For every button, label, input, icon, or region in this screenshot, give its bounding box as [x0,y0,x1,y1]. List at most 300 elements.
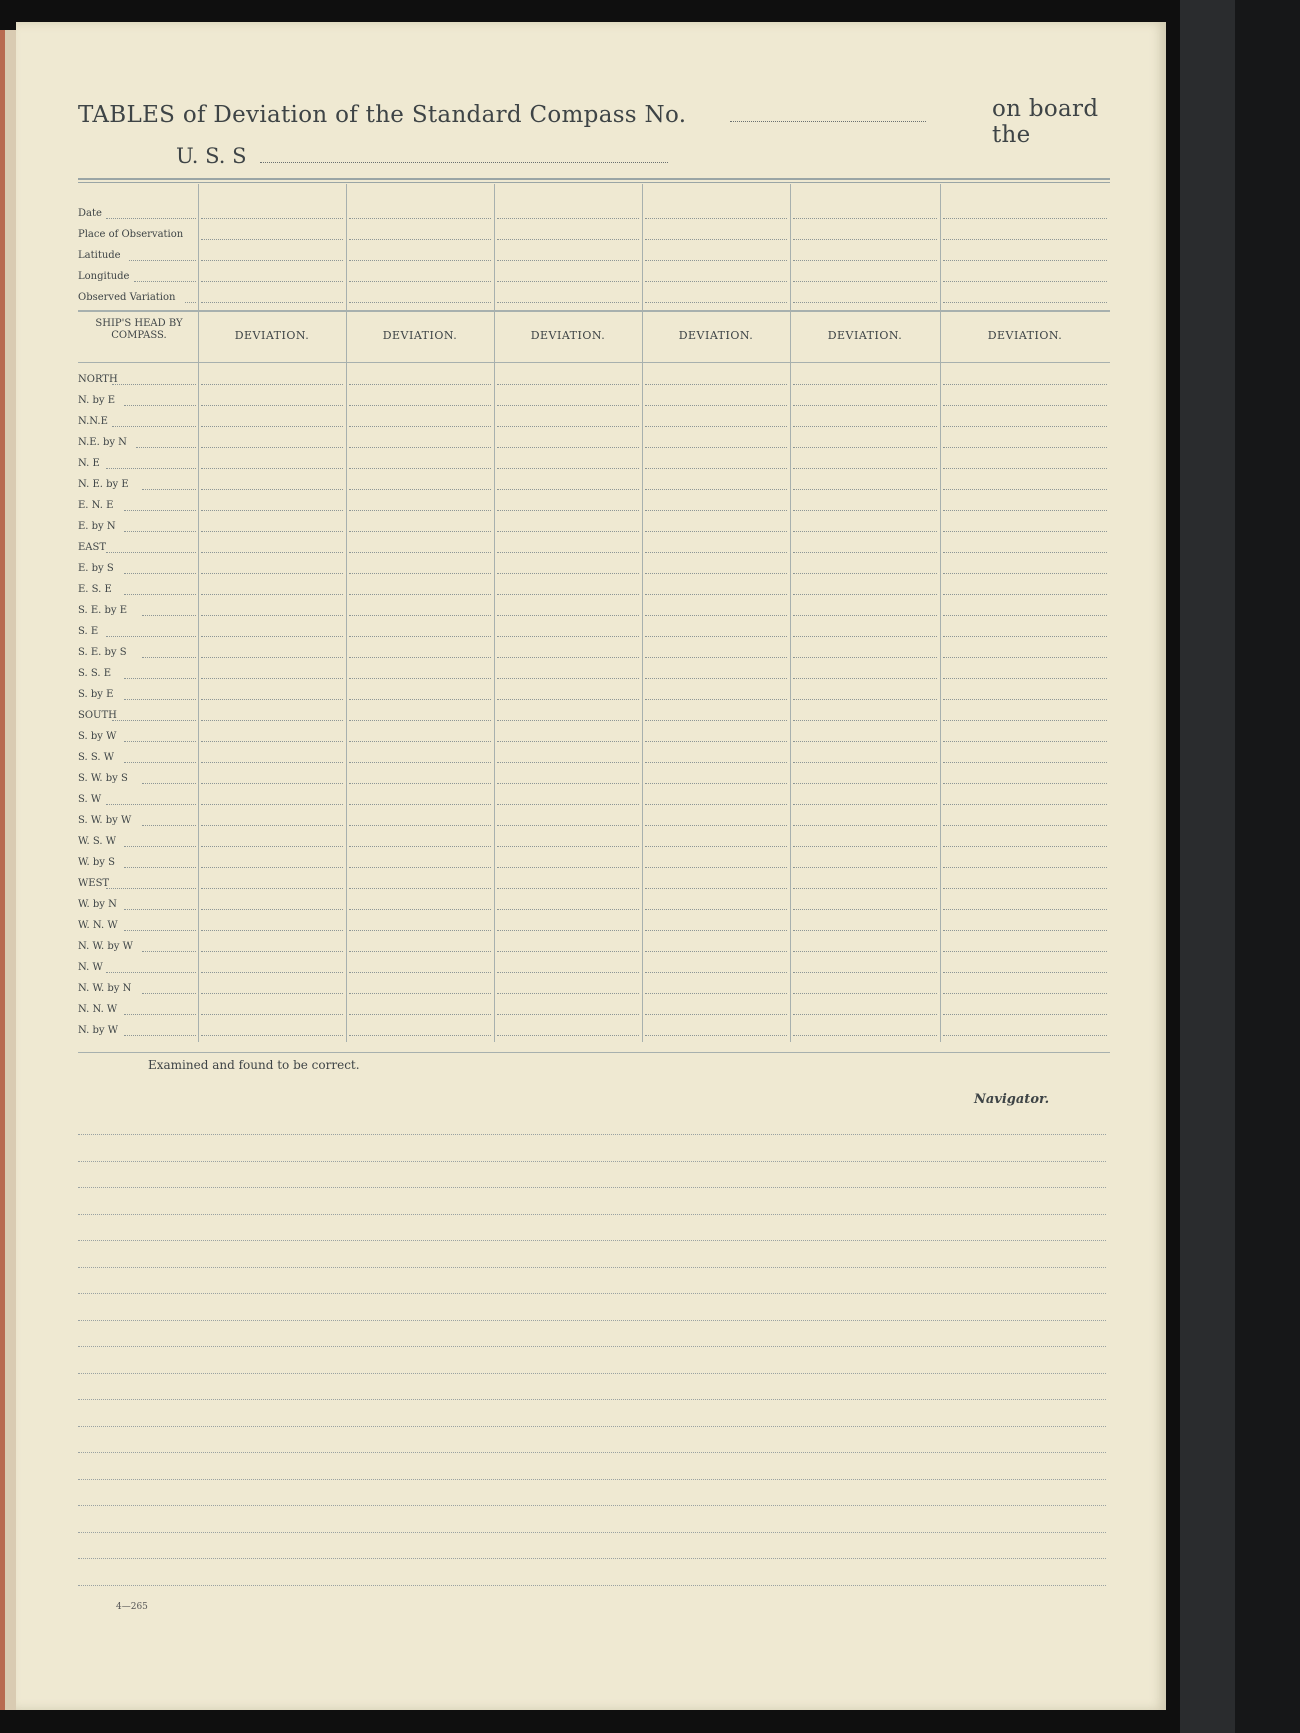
deviation-cell[interactable] [645,741,787,742]
deviation-cell[interactable] [645,594,787,595]
deviation-cell[interactable] [201,468,343,469]
meta-cell[interactable] [645,239,787,240]
direction-leader [142,951,196,952]
deviation-cell[interactable] [349,951,491,952]
deviation-cell[interactable] [349,909,491,910]
deviation-cell[interactable] [645,1035,787,1036]
deviation-cell[interactable] [645,888,787,889]
direction-leader [142,825,196,826]
meta-cell[interactable] [349,260,491,261]
deviation-cell[interactable] [645,615,787,616]
deviation-cell[interactable] [349,510,491,511]
meta-cell[interactable] [201,281,343,282]
deviation-cell[interactable] [943,951,1107,952]
deviation-cell[interactable] [645,972,787,973]
deviation-cell[interactable] [497,426,639,427]
meta-cell[interactable] [349,218,491,219]
note-line[interactable] [78,1505,1106,1506]
meta-label-latitude: Latitude [78,250,121,261]
deviation-cell[interactable] [793,888,937,889]
deviation-cell[interactable] [645,678,787,679]
deviation-cell[interactable] [201,657,343,658]
deviation-cell[interactable] [349,531,491,532]
note-line[interactable] [78,1373,1106,1374]
deviation-cell[interactable] [349,657,491,658]
deviation-cell[interactable] [793,426,937,427]
deviation-cell[interactable] [943,888,1107,889]
meta-cell[interactable] [943,218,1107,219]
deviation-cell[interactable] [349,846,491,847]
deviation-cell[interactable] [943,552,1107,553]
deviation-cell[interactable] [201,447,343,448]
deviation-cell[interactable] [645,909,787,910]
deviation-cell[interactable] [793,951,937,952]
deviation-cell[interactable] [645,804,787,805]
direction-leader [124,699,196,700]
deviation-cell[interactable] [349,1014,491,1015]
deviation-cell[interactable] [793,615,937,616]
meta-leader [134,281,196,282]
deviation-cell[interactable] [349,888,491,889]
deviation-cell[interactable] [943,909,1107,910]
book-binding [1180,0,1240,1733]
meta-label-observed-variation: Observed Variation [78,292,176,303]
deviation-cell[interactable] [201,783,343,784]
ship-name-field[interactable] [260,162,668,163]
deviation-cell[interactable] [201,909,343,910]
direction-leader [124,510,196,511]
deviation-cell[interactable] [793,405,937,406]
direction-leader [106,468,196,469]
deviation-cell[interactable] [943,993,1107,994]
direction-leader [124,867,196,868]
note-line[interactable] [78,1452,1106,1453]
deviation-cell[interactable] [349,636,491,637]
deviation-cell[interactable] [943,783,1107,784]
direction-leader [112,720,196,721]
note-line[interactable] [78,1399,1106,1400]
note-line[interactable] [78,1240,1106,1241]
deviation-cell[interactable] [645,384,787,385]
deviation-cell[interactable] [349,993,491,994]
direction-leader [124,405,196,406]
deviation-cell[interactable] [349,426,491,427]
deviation-cell[interactable] [943,741,1107,742]
deviation-cell[interactable] [943,447,1107,448]
direction-leader [106,552,196,553]
book-cover-edge [0,30,5,1710]
deviation-cell[interactable] [645,531,787,532]
deviation-cell[interactable] [793,846,937,847]
deviation-cell[interactable] [349,594,491,595]
meta-cell[interactable] [201,218,343,219]
deviation-cell[interactable] [943,1035,1107,1036]
deviation-cell[interactable] [793,636,937,637]
deviation-cell[interactable] [793,447,937,448]
table-bottom-rule [78,1052,1110,1053]
meta-cell[interactable] [497,281,639,282]
meta-cell[interactable] [497,260,639,261]
meta-cell[interactable] [793,302,937,303]
deviation-cell[interactable] [201,531,343,532]
deviation-cell[interactable] [349,468,491,469]
deviation-cell[interactable] [497,762,639,763]
title-left: TABLES of Deviation of the Standard Compass No. [78,102,687,128]
deviation-cell[interactable] [497,636,639,637]
deviation-cell[interactable] [349,573,491,574]
note-line[interactable] [78,1585,1106,1586]
deviation-cell[interactable] [349,783,491,784]
deviation-cell[interactable] [943,426,1107,427]
deviation-cell[interactable] [645,657,787,658]
deviation-cell[interactable] [793,699,937,700]
meta-cell[interactable] [943,281,1107,282]
direction-leader [124,909,196,910]
deviation-cell[interactable] [201,741,343,742]
deviation-cell[interactable] [793,489,937,490]
note-line[interactable] [78,1293,1106,1294]
deviation-cell[interactable] [943,489,1107,490]
deviation-cell[interactable] [497,846,639,847]
deviation-cell[interactable] [943,510,1107,511]
deviation-cell[interactable] [645,405,787,406]
direction-label: S. S. W [78,752,114,763]
direction-label: S. by W [78,731,117,742]
deviation-cell[interactable] [793,783,937,784]
deviation-cell[interactable] [943,384,1107,385]
deviation-cell[interactable] [645,510,787,511]
meta-label-longitude: Longitude [78,271,130,282]
deviation-cell[interactable] [793,1035,937,1036]
deviation-cell[interactable] [645,447,787,448]
deviation-cell[interactable] [201,972,343,973]
deviation-cell[interactable] [943,468,1107,469]
deviation-cell[interactable] [349,804,491,805]
deviation-cell[interactable] [793,468,937,469]
deviation-cell[interactable] [349,552,491,553]
note-line[interactable] [78,1214,1106,1215]
deviation-cell[interactable] [349,678,491,679]
deviation-cell[interactable] [349,930,491,931]
deviation-cell[interactable] [497,972,639,973]
deviation-cell[interactable] [349,489,491,490]
deviation-cell[interactable] [497,447,639,448]
deviation-cell[interactable] [201,846,343,847]
deviation-cell[interactable] [943,762,1107,763]
deviation-cell[interactable] [497,804,639,805]
meta-cell[interactable] [943,239,1107,240]
deviation-cell[interactable] [793,510,937,511]
meta-cell[interactable] [793,218,937,219]
meta-cell[interactable] [497,239,639,240]
direction-label: S. W. by W [78,815,132,826]
navigator-label: Navigator. [974,1092,1050,1107]
deviation-cell[interactable] [201,867,343,868]
meta-leader [185,302,196,303]
meta-cell[interactable] [645,218,787,219]
direction-leader [136,447,196,448]
meta-leader [106,218,196,219]
deviation-cell[interactable] [645,762,787,763]
deviation-cell[interactable] [201,825,343,826]
deviation-cell[interactable] [497,657,639,658]
deviation-cell[interactable] [349,1035,491,1036]
meta-cell[interactable] [645,302,787,303]
meta-cell[interactable] [793,239,937,240]
direction-label: N. W. by W [78,941,133,952]
deviation-cell[interactable] [201,510,343,511]
deviation-cell[interactable] [645,783,787,784]
direction-label: E. N. E [78,500,114,511]
deviation-cell[interactable] [349,447,491,448]
deviation-cell[interactable] [201,384,343,385]
deviation-cell[interactable] [793,678,937,679]
deviation-cell[interactable] [201,489,343,490]
direction-label: N. by E [78,395,115,406]
deviation-cell[interactable] [201,552,343,553]
header-rule-bottom [78,362,1110,363]
deviation-cell[interactable] [497,531,639,532]
meta-cell[interactable] [349,239,491,240]
deviation-cell[interactable] [349,867,491,868]
direction-label: N. by W [78,1025,118,1036]
deviation-cell[interactable] [645,1014,787,1015]
meta-label-place-of-observation: Place of Observation [78,229,184,240]
deviation-cell[interactable] [497,594,639,595]
deviation-cell[interactable] [497,678,639,679]
deviation-cell[interactable] [497,909,639,910]
deviation-cell[interactable] [793,825,937,826]
deviation-cell[interactable] [943,594,1107,595]
direction-leader [124,531,196,532]
deviation-cell[interactable] [201,573,343,574]
note-line[interactable] [78,1187,1106,1188]
deviation-cell[interactable] [645,552,787,553]
deviation-cell[interactable] [497,405,639,406]
note-line[interactable] [78,1479,1106,1480]
deviation-cell[interactable] [497,510,639,511]
deviation-cell[interactable] [793,1014,937,1015]
deviation-cell[interactable] [645,825,787,826]
deviation-cell[interactable] [497,867,639,868]
meta-cell[interactable] [201,239,343,240]
deviation-cell[interactable] [943,615,1107,616]
meta-cell[interactable] [201,260,343,261]
deviation-cell[interactable] [497,615,639,616]
deviation-cell[interactable] [201,636,343,637]
deviation-cell[interactable] [793,594,937,595]
deviation-cell[interactable] [943,1014,1107,1015]
deviation-cell[interactable] [497,825,639,826]
deviation-cell[interactable] [349,720,491,721]
deviation-cell[interactable] [943,720,1107,721]
deviation-cell[interactable] [943,867,1107,868]
meta-cell[interactable] [349,302,491,303]
column-divider [642,184,643,1042]
column-divider [198,184,199,1042]
deviation-cell[interactable] [645,867,787,868]
deviation-cell[interactable] [497,1014,639,1015]
deviation-cell[interactable] [943,699,1107,700]
note-line[interactable] [78,1320,1106,1321]
title-right: on board the [992,96,1099,148]
deviation-cell[interactable] [497,951,639,952]
deviation-cell[interactable] [201,405,343,406]
direction-leader [106,636,196,637]
deviation-cell[interactable] [201,930,343,931]
deviation-cell[interactable] [497,384,639,385]
deviation-table [78,184,1110,1042]
deviation-cell[interactable] [497,783,639,784]
meta-cell[interactable] [793,281,937,282]
deviation-cell[interactable] [349,762,491,763]
deviation-cell[interactable] [793,993,937,994]
deviation-cell[interactable] [793,531,937,532]
deviation-cell[interactable] [943,678,1107,679]
meta-cell[interactable] [645,281,787,282]
deviation-cell[interactable] [645,720,787,721]
deviation-cell[interactable] [793,909,937,910]
note-line[interactable] [78,1532,1106,1533]
note-line[interactable] [78,1426,1106,1427]
book-binding-shadow [1235,0,1300,1733]
deviation-cell[interactable] [201,888,343,889]
note-line[interactable] [78,1134,1106,1135]
deviation-cell[interactable] [497,1035,639,1036]
direction-leader [106,888,196,889]
deviation-cell[interactable] [497,489,639,490]
deviation-cell[interactable] [497,741,639,742]
deviation-cell[interactable] [497,468,639,469]
deviation-cell[interactable] [645,951,787,952]
deviation-cell[interactable] [943,930,1107,931]
deviation-cell[interactable] [497,699,639,700]
deviation-cell[interactable] [349,615,491,616]
deviation-header: DEVIATION. [987,329,1063,342]
deviation-cell[interactable] [645,489,787,490]
deviation-cell[interactable] [793,657,937,658]
deviation-cell[interactable] [497,888,639,889]
direction-label: S. by E [78,689,114,700]
deviation-cell[interactable] [201,1014,343,1015]
direction-label: N. N. W [78,1004,118,1015]
deviation-cell[interactable] [349,825,491,826]
direction-label: S. E. by E [78,605,128,616]
direction-leader [124,594,196,595]
direction-leader [106,972,196,973]
deviation-cell[interactable] [943,972,1107,973]
deviation-cell[interactable] [497,930,639,931]
deviation-cell[interactable] [793,552,937,553]
deviation-cell[interactable] [497,720,639,721]
deviation-cell[interactable] [201,678,343,679]
deviation-cell[interactable] [943,825,1107,826]
deviation-cell[interactable] [201,1035,343,1036]
compass-number-field[interactable] [730,121,926,122]
deviation-cell[interactable] [497,993,639,994]
deviation-cell[interactable] [645,573,787,574]
note-line[interactable] [78,1161,1106,1162]
deviation-cell[interactable] [201,804,343,805]
deviation-cell[interactable] [201,615,343,616]
meta-cell[interactable] [645,260,787,261]
deviation-cell[interactable] [793,804,937,805]
deviation-cell[interactable] [497,573,639,574]
form-title [78,96,1108,148]
header-rule-top [78,310,1110,312]
direction-label: N. E [78,458,100,469]
deviation-cell[interactable] [645,846,787,847]
deviation-cell[interactable] [793,573,937,574]
deviation-cell[interactable] [793,384,937,385]
note-line[interactable] [78,1558,1106,1559]
deviation-cell[interactable] [349,741,491,742]
deviation-cell[interactable] [943,846,1107,847]
deviation-cell[interactable] [943,657,1107,658]
direction-leader [124,930,196,931]
note-line[interactable] [78,1346,1106,1347]
meta-cell[interactable] [793,260,937,261]
meta-cell[interactable] [943,260,1107,261]
deviation-cell[interactable] [793,930,937,931]
deviation-cell[interactable] [349,405,491,406]
deviation-cell[interactable] [793,720,937,721]
direction-leader [142,993,196,994]
meta-label-date: Date [78,208,102,219]
meta-cell[interactable] [497,218,639,219]
deviation-cell[interactable] [793,762,937,763]
uss-label: U. S. S [176,144,247,168]
deviation-cell[interactable] [793,867,937,868]
meta-cell[interactable] [201,302,343,303]
deviation-cell[interactable] [201,594,343,595]
deviation-cell[interactable] [943,804,1107,805]
deviation-cell[interactable] [793,972,937,973]
direction-leader [112,426,196,427]
deviation-cell[interactable] [497,552,639,553]
deviation-cell[interactable] [645,699,787,700]
deviation-cell[interactable] [201,762,343,763]
deviation-cell[interactable] [349,384,491,385]
meta-cell[interactable] [943,302,1107,303]
deviation-cell[interactable] [645,426,787,427]
deviation-cell[interactable] [793,741,937,742]
deviation-cell[interactable] [201,699,343,700]
deviation-cell[interactable] [943,636,1107,637]
deviation-cell[interactable] [201,993,343,994]
deviation-cell[interactable] [201,951,343,952]
deviation-cell[interactable] [943,573,1107,574]
meta-cell[interactable] [497,302,639,303]
deviation-cell[interactable] [943,405,1107,406]
deviation-cell[interactable] [645,468,787,469]
deviation-cell[interactable] [943,531,1107,532]
direction-leader [124,1014,196,1015]
deviation-cell[interactable] [645,993,787,994]
deviation-cell[interactable] [645,636,787,637]
ledger-page [16,22,1166,1710]
direction-label: S. S. E [78,668,112,679]
note-line[interactable] [78,1267,1106,1268]
direction-label: W. by N [78,899,117,910]
deviation-cell[interactable] [201,720,343,721]
meta-cell[interactable] [349,281,491,282]
deviation-header: DEVIATION. [234,329,310,342]
deviation-cell[interactable] [349,972,491,973]
deviation-cell[interactable] [349,699,491,700]
deviation-cell[interactable] [201,426,343,427]
deviation-cell[interactable] [645,930,787,931]
